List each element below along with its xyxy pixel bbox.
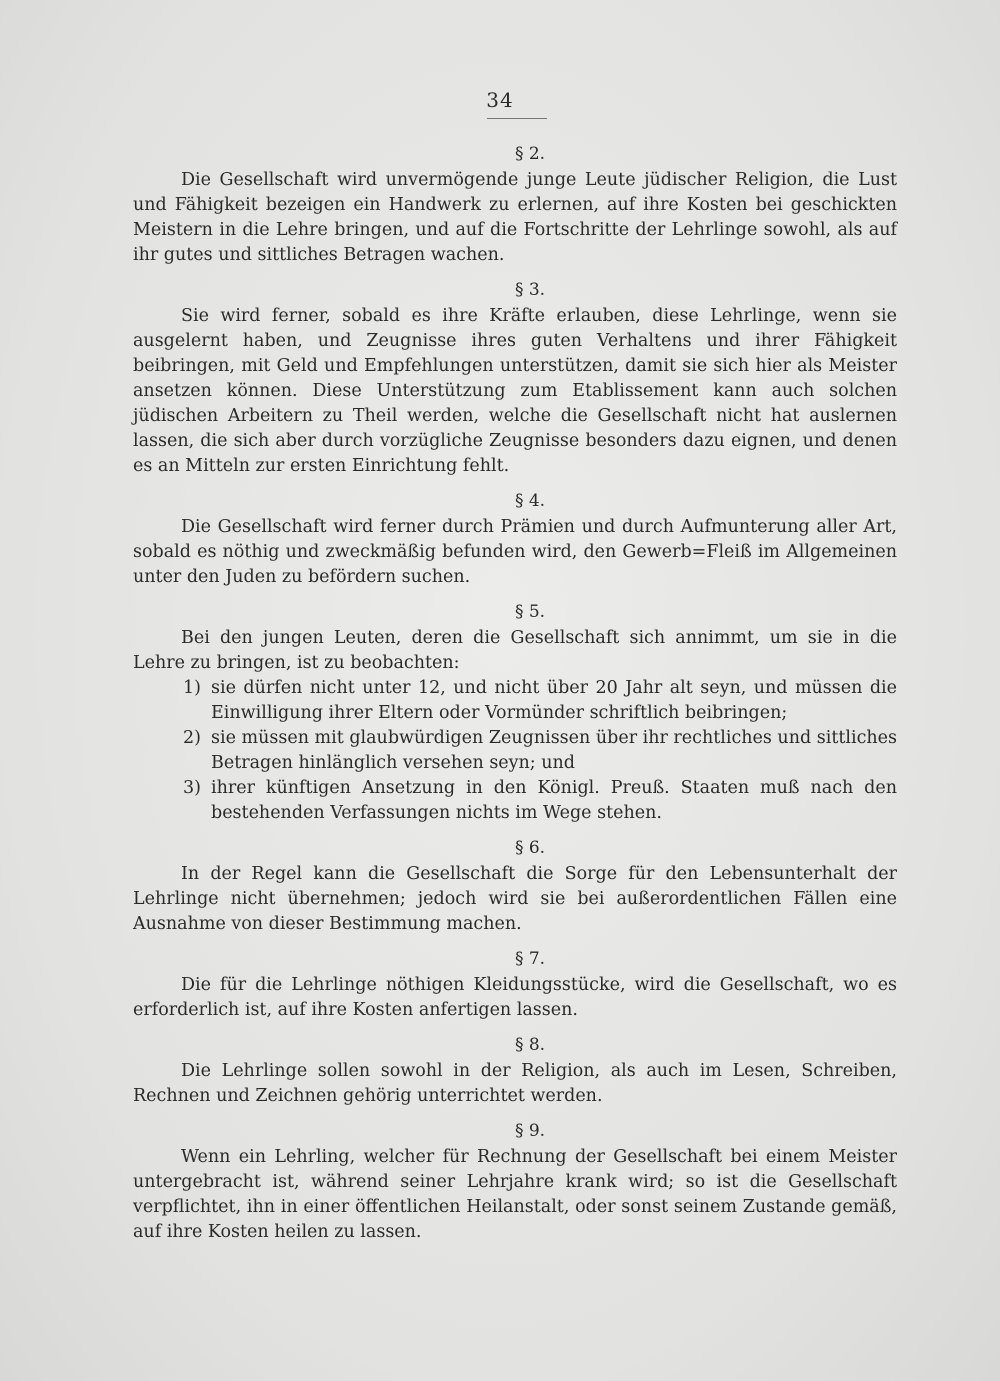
- list-item-text: sie müssen mit glaubwürdigen Zeugnissen über ihr rechtliches und sittliches Betragen hinlänglich versehen seyn; und: [211, 728, 897, 773]
- list-item: [133, 676, 897, 726]
- section-9: [133, 1119, 897, 1245]
- section-paragraph: Die Gesellschaft wird ferner durch Prämien und durch Aufmunterung aller Art, sobald es nöthig und zweckmäßig befunden wird, den Gewerb=Fleiß im Allgemeinen unter den Juden zu befördern suchen.: [133, 517, 897, 587]
- section-7: [133, 947, 897, 1023]
- section-heading: § 9.: [514, 1121, 546, 1141]
- section-heading: § 5.: [514, 602, 546, 622]
- section-5: [133, 600, 897, 826]
- list-item-number: 1): [183, 678, 201, 698]
- document-body: [133, 142, 897, 1255]
- list-item-text: sie dürfen nicht unter 12, und nicht über 20 Jahr alt seyn, und müssen die Einwilligung ihrer Eltern oder Vormünder schriftlich beibringen;: [211, 678, 897, 723]
- list-item-number: 2): [183, 728, 201, 748]
- section-heading: § 8.: [514, 1035, 546, 1055]
- list-item-number: 3): [183, 778, 201, 798]
- section-paragraph: Sie wird ferner, sobald es ihre Kräfte erlauben, diese Lehrlinge, wenn sie ausgelernt haben, und Zeugnisse ihres guten Verhaltens und ihrer Fähigkeit beibringen, mit Geld und Empfehlungen unterstützen, damit sie sich hier als Meister ansetzen können. Diese Unterstützung zum Etablissement kann auch solchen jüdischen Arbeitern zu Theil werden, welche die Gesellschaft nicht hat auslernen lassen, die sich aber durch vorzügliche Zeugnisse besonders dazu eignen, und denen es an Mitteln zur ersten Einrichtung fehlt.: [133, 306, 897, 476]
- section-heading: § 6.: [514, 838, 546, 858]
- section-heading: § 7.: [514, 949, 546, 969]
- list-item: [133, 726, 897, 776]
- section-heading: § 2.: [514, 144, 546, 164]
- section-heading: § 4.: [514, 491, 546, 511]
- page-number: 34: [486, 88, 514, 112]
- condition-list: [133, 676, 897, 826]
- section-paragraph: Wenn ein Lehrling, welcher für Rechnung der Gesellschaft bei einem Meister untergebracht ist, während seiner Lehrjahre krank wird; so ist die Gesellschaft verpflichtet, ihn in einer öffentlichen Heilanstalt, oder sonst seinem Zustande gemäß, auf ihre Kosten heilen zu lassen.: [133, 1147, 897, 1242]
- section-6: [133, 836, 897, 937]
- section-3: [133, 278, 897, 479]
- section-paragraph: Bei den jungen Leuten, deren die Gesellschaft sich annimmt, um sie in die Lehre zu bringen, ist zu beobachten:: [133, 628, 897, 673]
- section-4: [133, 489, 897, 590]
- list-item: [133, 776, 897, 826]
- section-heading: § 3.: [514, 280, 546, 300]
- section-paragraph: Die Lehrlinge sollen sowohl in der Religion, als auch im Lesen, Schreiben, Rechnen und Zeichnen gehörig unterrichtet werden.: [133, 1061, 897, 1106]
- section-paragraph: Die für die Lehrlinge nöthigen Kleidungsstücke, wird die Gesellschaft, wo es erforderlich ist, auf ihre Kosten anfertigen lassen.: [133, 975, 897, 1020]
- section-paragraph: Die Gesellschaft wird unvermögende junge Leute jüdischer Religion, die Lust und Fähigkeit bezeigen ein Handwerk zu erlernen, auf ihre Kosten bei geschickten Meistern in die Lehre bringen, und auf die Fortschritte der Lehrlinge sowohl, als auf ihr gutes und sittliches Betragen wachen.: [133, 170, 897, 265]
- page-number-rule: [487, 118, 547, 119]
- section-2: [133, 142, 897, 268]
- section-paragraph: In der Regel kann die Gesellschaft die Sorge für den Lebensunterhalt der Lehrlinge nicht übernehmen; jedoch wird sie bei außerordentlichen Fällen eine Ausnahme von dieser Bestimmung machen.: [133, 864, 897, 934]
- list-item-text: ihrer künftigen Ansetzung in den Königl. Preuß. Staaten muß nach den bestehenden Verfassungen nichts im Wege stehen.: [211, 778, 897, 823]
- section-8: [133, 1033, 897, 1109]
